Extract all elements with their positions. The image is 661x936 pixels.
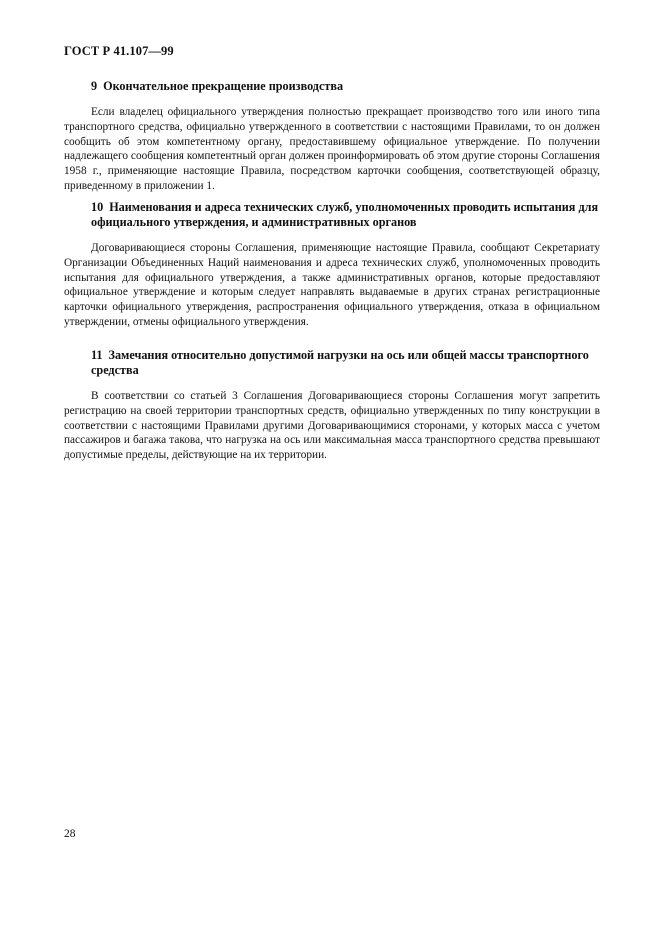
section-number: 9 xyxy=(91,79,98,93)
section-paragraph: Договаривающиеся стороны Соглашения, применяющие настоящие Правила, сообщают Секретариату Организации Объединенных Наций наименования и адреса технических служб, уполномоченных проводить испытания для официального утверждения, а также административных органов, которые предоставляют официальное утверждение и которым следует направлять выдаваемые в других странах регистрационные карточки официального утверждения, распространения официального утверждения, отказа в официальном утверждении, отмены официального утверждения. xyxy=(64,242,600,328)
section-10 xyxy=(64,200,600,330)
section-9 xyxy=(64,79,600,194)
section-title: Замечания относительно допустимой нагрузки на ось или общей массы транспортного средства xyxy=(91,348,589,377)
section-paragraph: В соответствии со статьей 3 Соглашения Договаривающиеся стороны Соглашения могут запретить регистрацию на своей территории транспортных средств, официально утвержденных по типу конструкции в соответствии с настоящими Правилами другими Договаривающимися сторонами, у которых масса с учетом пассажиров и багажа такова, что нагрузка на ось или максимальная масса транспортного средства превышают допустимые пределы, действующие на их территории. xyxy=(64,390,600,462)
page-number: 28 xyxy=(64,828,76,840)
section-heading xyxy=(64,200,600,230)
section-paragraph: Если владелец официального утверждения полностью прекращает производство того или иного типа транспортного средства, официально утвержденного в соответствии с настоящими Правилами, то он должен сообщить об этом компетентному органу, предоставившему официальное утверждение. По получении надлежащего сообщения компетентный орган должен проинформировать об этом другие стороны Соглашения 1958 г., применяющие настоящие Правила, посредством карточки сообщения, соответствующей образцу, приведенному в приложении 1. xyxy=(64,106,600,192)
standard-designation: ГОСТ Р 41.107—99 xyxy=(64,44,174,58)
section-heading xyxy=(64,348,600,378)
section-heading xyxy=(64,79,600,94)
section-number: 11 xyxy=(91,348,103,362)
section-title: Наименования и адреса технических служб, уполномоченных проводить испытания для официального утверждения, и административных органов xyxy=(91,200,599,229)
section-title: Окончательное прекращение производства xyxy=(103,79,344,93)
section-number: 10 xyxy=(91,200,104,214)
section-11 xyxy=(64,348,600,463)
